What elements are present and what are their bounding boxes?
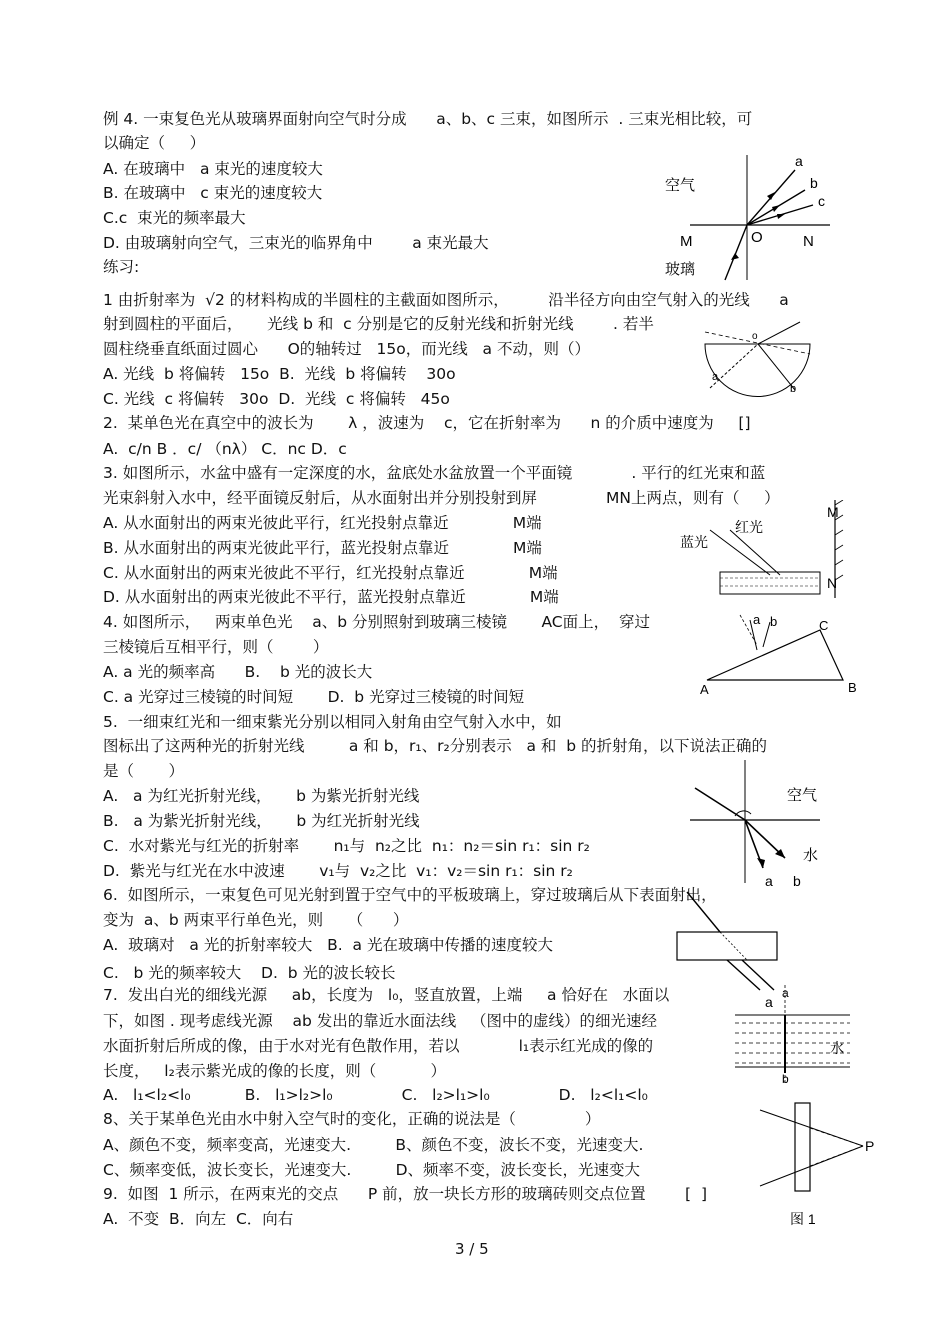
text-line: C、频率变低，波长变长，光速变大. D、频率不变，波长变长，光速变大 — [103, 1161, 641, 1179]
text-line: C. a 光穿过三棱镜的时间短 D. b 光穿过三棱镜的时间短 — [103, 688, 525, 706]
label-M: M — [827, 504, 839, 520]
label-blue: 蓝光 — [680, 534, 708, 550]
label-o: o — [752, 331, 758, 342]
prism-figure — [695, 610, 865, 700]
text-line: 圆柱绕垂直纸面过圆心 O的轴转过 15o，而光线 a 不动，则（） — [103, 340, 590, 358]
label-N: N — [827, 575, 838, 591]
text-line: 图标出了这两种光的折射光线 a 和 b，r₁、r₂分别表示 a 和 b 的折射角，以下说法正确的 — [103, 737, 768, 755]
text-line: 长度， l₂表示紫光成的像的长度，则（ ） — [103, 1062, 446, 1080]
text-line: C.c 束光的频率最大 — [103, 209, 246, 227]
half-cylinder-figure — [700, 312, 820, 397]
text-line: 7. 发出白光的细线光源 ab，长度为 l₀，竖直放置，上端 a 恰好在 水面以 — [103, 986, 670, 1004]
text-line: 练习: — [103, 258, 140, 276]
figure-caption: 图 1 — [790, 1211, 816, 1227]
text-line: D. 由玻璃射向空气，三束光的临界角中 a 束光最大 — [103, 234, 489, 252]
page-number: 3 / 5 — [455, 1240, 489, 1258]
text-line: D. 紫光与红光在水中波速 v₁与 v₂之比 v₁：v₂＝sin r₁：sin r₂ — [103, 862, 573, 880]
text-line: A. 光线 b 将偏转 15o B. 光线 b 将偏转 30o — [103, 365, 456, 383]
text-line: A. a 光的频率高 B. b 光的波长大 — [103, 663, 373, 681]
text-line: 是（ ） — [103, 762, 184, 780]
text-line: 光束斜射入水中，经平面镜反射后，从水面射出并分别投射到屏 MN上两点，则有（ ） — [103, 489, 780, 507]
text-line: A、颜色不变，频率变高，光速变大. B、颜色不变，波长不变，光速变大. — [103, 1136, 644, 1154]
glass-plate-figure — [672, 890, 787, 995]
text-line: A. l₁<l₂<l₀ B. l₁>l₂>l₀ C. l₂>l₁>l₀ D. l₂<l₁<l₀ — [103, 1086, 648, 1104]
label-O: O — [751, 229, 763, 246]
label-water: 水 — [830, 1040, 844, 1056]
text-line: B. 在玻璃中 c 束光的速度较大 — [103, 184, 323, 202]
text-line: D. 从水面射出的两束光彼此不平行，蓝光投射点靠近 M端 — [103, 588, 559, 606]
label-air: 空气 — [665, 177, 696, 194]
text-line: 3. 如图所示，水盆中盛有一定深度的水，盆底处水盆放置一个平面镜 . 平行的红光束和蓝 — [103, 464, 766, 482]
label-air: 空气 — [787, 787, 818, 804]
label-b: b — [790, 383, 797, 395]
label-glass: 玻璃 — [665, 261, 696, 278]
text-line: C. b 光的频率较大 D. b 光的波长较长 — [103, 964, 396, 982]
text-line: 射到圆柱的平面后， 光线 b 和 c 分别是它的反射光线和折射光线 . 若半 — [103, 315, 654, 333]
label-c: c — [818, 193, 825, 209]
text-line: 9. 如图 1 所示，在两束光的交点 P 前，放一块长方形的玻璃砖则交点位置 [ ] — [103, 1185, 707, 1203]
text-line: 以确定（ ） — [103, 134, 206, 152]
label-a: a — [795, 153, 803, 169]
text-line: 三棱镜后互相平行，则（ ） — [103, 638, 329, 656]
text-line: 变为 a、b 两束平行单色光，则 （ ） — [103, 911, 409, 929]
label-red: 红光 — [735, 519, 763, 535]
text-line: 下，如图 . 现考虑线光源 ab 发出的靠近水面法线 （图中的虚线）的细光速经 — [103, 1012, 658, 1030]
figure-1 — [755, 1098, 880, 1233]
line-source-figure — [730, 985, 860, 1090]
label-b: b — [770, 614, 778, 629]
text-line: A. 玻璃对 a 光的折射率较大 B. a 光在玻璃中传播的速度较大 — [103, 936, 553, 954]
refraction-figure-ex4 — [655, 150, 855, 285]
text-line: 4. 如图所示， 两束单色光 a、b 分别照射到玻璃三棱镜 AC面上， 穿过 — [103, 613, 650, 631]
label-a: a — [765, 873, 773, 889]
label-P: P — [865, 1138, 875, 1154]
text-line: 6. 如图所示，一束复色可见光射到置于空气中的平板玻璃上，穿过玻璃后从下表面射出， — [103, 886, 717, 904]
label-C: C — [819, 618, 829, 633]
text-line: A. c/n B ．c/ （nλ） C．nc D．c — [103, 440, 347, 458]
label-b: b — [782, 1072, 789, 1086]
text-line: A. 不变 B．向左 C．向右 — [103, 1210, 294, 1228]
text-line: A. 从水面射出的两束光彼此平行，红光投射点靠近 M端 — [103, 514, 542, 532]
water-basin-figure — [675, 500, 860, 600]
label-b: b — [793, 873, 801, 889]
label-A: A — [700, 682, 709, 697]
air-water-figure — [685, 758, 835, 893]
text-line: 8、关于某单色光由水中射入空气时的变化，正确的说法是（ ） — [103, 1110, 601, 1128]
label-N: N — [803, 233, 814, 250]
text-line: C. 光线 c 将偏转 30o D. 光线 c 将偏转 45o — [103, 390, 450, 408]
label-a: a — [753, 612, 761, 627]
text-line: 水面折射后所成的像，由于水对光有色散作用，若以 l₁表示红光成的像的 — [103, 1037, 654, 1055]
text-line: A. a 为红光折射光线， b 为紫光折射光线 — [103, 787, 420, 805]
text-line: 1 由折射率为 √2 的材料构成的半圆柱的主截面如图所示， 沿半径方向由空气射入的光线 a — [103, 291, 789, 309]
label-M: M — [680, 233, 693, 250]
text-line: A. 在玻璃中 a 束光的速度较大 — [103, 160, 323, 178]
text-line: C. 水对紫光与红光的折射率 n₁与 n₂之比 n₁：n₂＝sin r₁：sin r₂ — [103, 837, 590, 855]
text-line: 2. 某单色光在真空中的波长为 λ ，波速为 c，它在折射率为 n 的介质中速度为 [] — [103, 414, 751, 432]
label-a: a — [765, 994, 773, 1010]
text-line: B. a 为紫光折射光线， b 为红光折射光线 — [103, 812, 420, 830]
label-a: a — [712, 371, 719, 383]
text-line: B. 从水面射出的两束光彼此平行，蓝光投射点靠近 M端 — [103, 539, 542, 557]
label-B: B — [848, 680, 857, 695]
label-a-top: a — [782, 986, 789, 1000]
text-line: 例 4. 一束复色光从玻璃界面射向空气时分成 a、b、c 三束，如图所示 . 三束光相比较，可 — [103, 110, 753, 128]
text-line: 5. 一细束红光和一细束紫光分别以相同入射角由空气射入水中，如 — [103, 713, 562, 731]
text-line: C. 从水面射出的两束光彼此不平行，红光投射点靠近 M端 — [103, 564, 558, 582]
label-water: 水 — [803, 847, 819, 864]
label-b: b — [810, 175, 818, 191]
